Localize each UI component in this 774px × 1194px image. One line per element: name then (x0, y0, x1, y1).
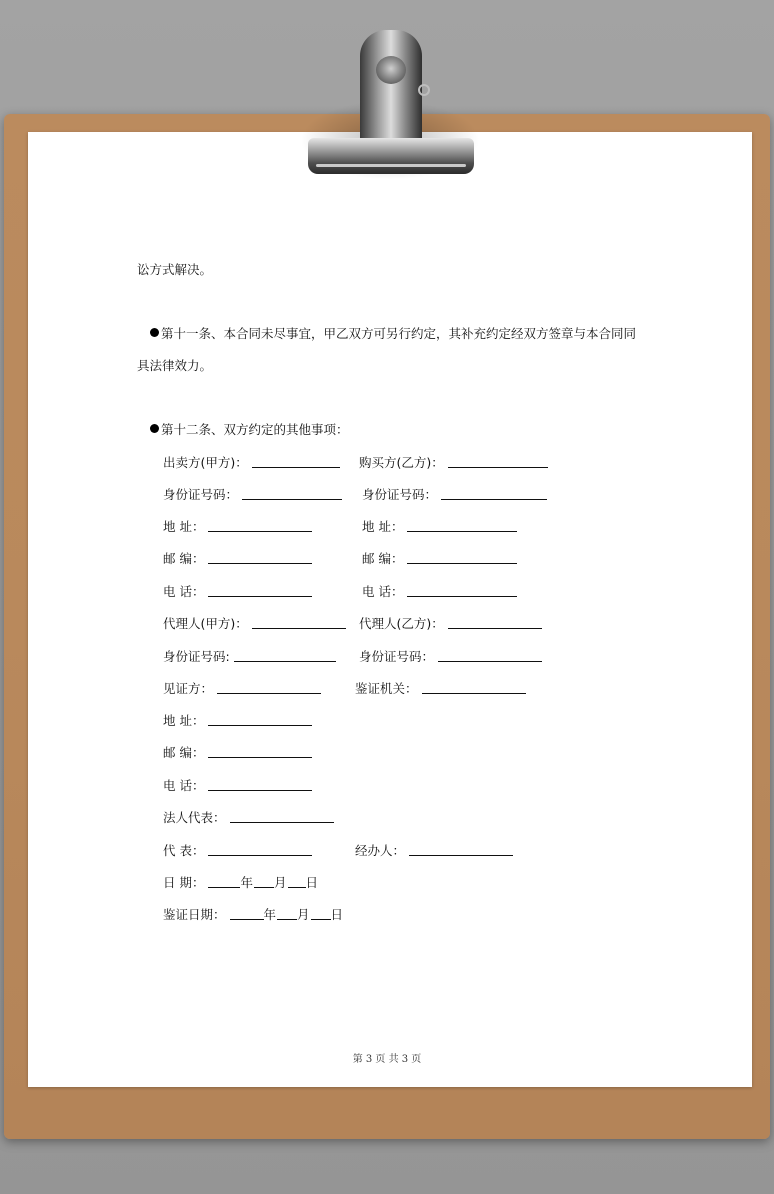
verification-year-unit: 年 (263, 907, 277, 922)
buyer-id-field (362, 487, 547, 503)
article-12-heading: 第十二条、双方约定的其他事项： (161, 422, 349, 437)
witness-label: 见证方： (163, 681, 214, 696)
seller-phone-label: 电 话： (163, 584, 205, 599)
seller-agent-id-label: 身份证号码: (163, 649, 230, 664)
authority-field (355, 681, 526, 697)
representative-blank[interactable] (208, 844, 312, 856)
buyer-address-label: 地 址： (362, 519, 404, 534)
witness-blank[interactable] (217, 682, 321, 694)
buyer-agent-id-label: 身份证号码： (359, 649, 435, 664)
seller-id-blank[interactable] (242, 488, 342, 500)
seller-postcode-field (163, 551, 312, 567)
date-day-blank[interactable] (288, 876, 306, 888)
witness-address-blank[interactable] (208, 714, 312, 726)
verification-date-field (163, 907, 343, 923)
seller-agent-blank[interactable] (252, 617, 346, 629)
legal-rep-field (163, 810, 334, 826)
verification-day-blank[interactable] (311, 908, 331, 920)
seller-postcode-label: 邮 编： (163, 551, 205, 566)
buyer-id-blank[interactable] (441, 488, 547, 500)
article-11-text: 第十一条、本合同未尽事宜，甲乙双方可另行约定，其补充约定经双方签章与本合同同 (161, 326, 637, 341)
bullet-icon (150, 328, 159, 337)
legal-rep-label: 法人代表： (163, 810, 226, 825)
date-month-unit: 月 (274, 875, 287, 890)
seller-field (163, 455, 340, 471)
representative-field (163, 843, 312, 859)
seller-address-label: 地 址： (163, 519, 205, 534)
buyer-label: 购买方(乙方)： (359, 455, 444, 470)
buyer-phone-field (362, 584, 517, 600)
verification-date-label: 鉴证日期： (163, 907, 226, 922)
witness-field (163, 681, 321, 697)
buyer-agent-label: 代理人(乙方)： (359, 616, 444, 631)
seller-address-blank[interactable] (208, 520, 312, 532)
handler-field (355, 843, 513, 859)
buyer-postcode-blank[interactable] (407, 552, 517, 564)
representative-label: 代 表： (163, 843, 205, 858)
verification-year-blank[interactable] (230, 908, 264, 920)
witness-phone-blank[interactable] (208, 779, 312, 791)
seller-address-field (163, 519, 312, 535)
buyer-field (359, 455, 548, 471)
seller-phone-field (163, 584, 312, 600)
date-year-unit: 年 (240, 875, 253, 890)
buyer-postcode-field (362, 551, 517, 567)
authority-blank[interactable] (422, 682, 526, 694)
buyer-postcode-label: 邮 编： (362, 551, 404, 566)
seller-id-label: 身份证号码： (163, 487, 239, 502)
legal-rep-blank[interactable] (230, 811, 334, 823)
paragraph-article-11 (150, 326, 636, 342)
witness-address-label: 地 址： (163, 713, 205, 728)
seller-agent-label: 代理人(甲方)： (163, 616, 248, 631)
verification-day-unit: 日 (330, 907, 344, 922)
seller-agent-id-field (163, 649, 336, 665)
paragraph-1: 讼方式解决。 (137, 262, 213, 277)
verification-month-blank[interactable] (277, 908, 297, 920)
paragraph-article-11-cont: 具法律效力。 (137, 358, 213, 373)
seller-blank[interactable] (252, 456, 340, 468)
buyer-agent-id-blank[interactable] (438, 650, 542, 662)
buyer-address-blank[interactable] (407, 520, 517, 532)
witness-postcode-field (163, 745, 312, 761)
buyer-phone-label: 电 话： (362, 584, 404, 599)
witness-postcode-label: 邮 编： (163, 745, 205, 760)
verification-month-unit: 月 (297, 907, 310, 922)
buyer-agent-field (359, 616, 542, 632)
buyer-agent-id-field (359, 649, 542, 665)
bullet-icon (150, 424, 159, 433)
witness-phone-field (163, 778, 312, 794)
seller-phone-blank[interactable] (208, 585, 312, 597)
date-month-blank[interactable] (254, 876, 274, 888)
seller-postcode-blank[interactable] (208, 552, 312, 564)
handler-blank[interactable] (409, 844, 513, 856)
witness-phone-label: 电 话： (163, 778, 205, 793)
handler-label: 经办人： (355, 843, 406, 858)
section-heading (150, 422, 349, 438)
buyer-agent-blank[interactable] (448, 617, 542, 629)
authority-label: 鉴证机关： (355, 681, 418, 696)
seller-agent-field (163, 616, 346, 632)
date-year-blank[interactable] (208, 876, 240, 888)
witness-address-field (163, 713, 312, 729)
date-field (163, 875, 318, 891)
witness-postcode-blank[interactable] (208, 746, 312, 758)
date-label: 日 期： (163, 875, 205, 890)
buyer-id-label: 身份证号码： (362, 487, 438, 502)
page-number: 第 3 页 共 3 页 (352, 1054, 422, 1065)
seller-agent-id-blank[interactable] (234, 650, 336, 662)
buyer-phone-blank[interactable] (407, 585, 517, 597)
date-day-unit: 日 (305, 875, 319, 890)
buyer-blank[interactable] (448, 456, 548, 468)
buyer-address-field (362, 519, 517, 535)
seller-id-field (163, 487, 342, 503)
seller-label: 出卖方(甲方)： (163, 455, 248, 470)
